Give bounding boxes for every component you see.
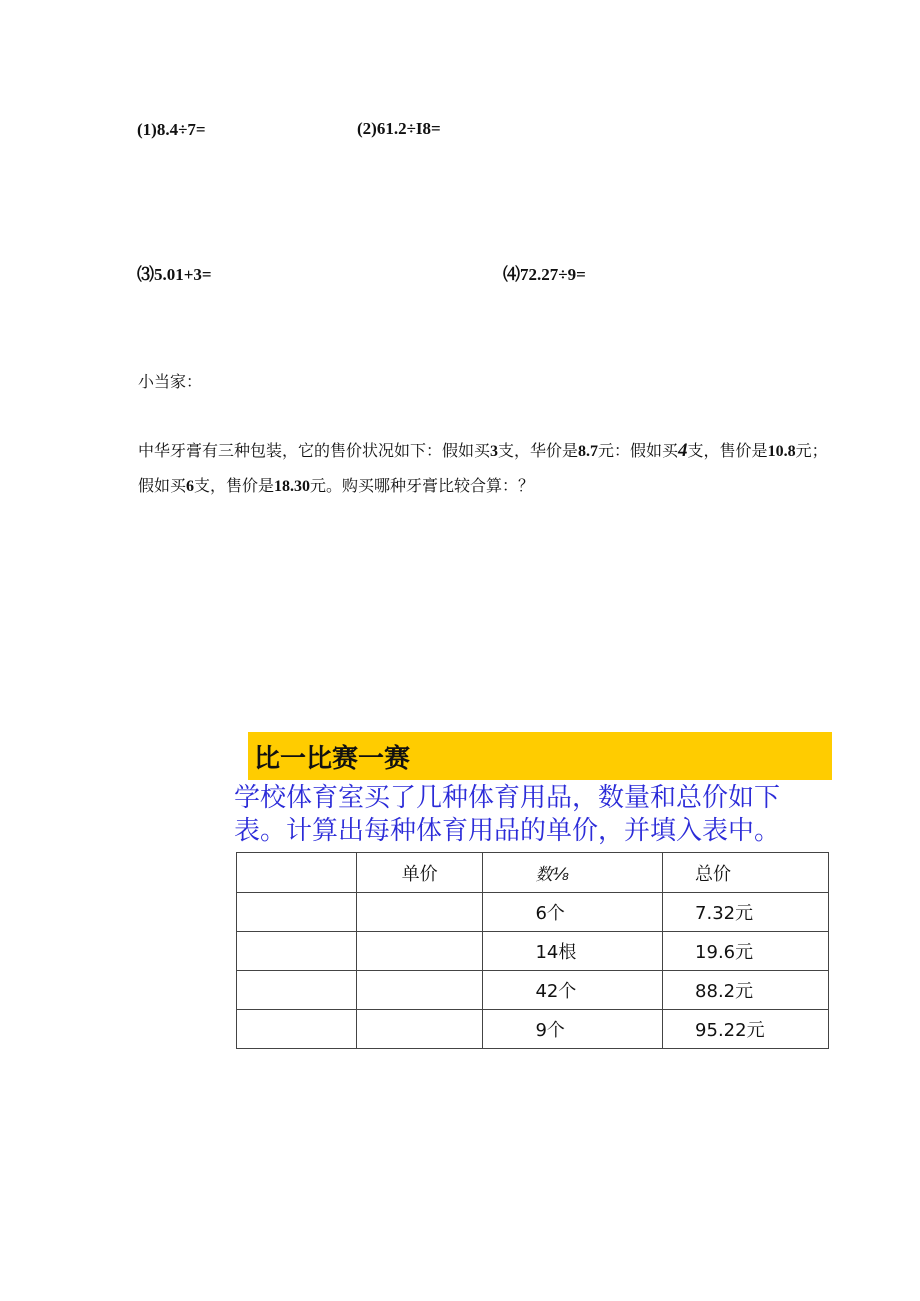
exercise-2: (2)61.2÷I8= bbox=[357, 119, 441, 138]
para-text-4: 支，售价是 bbox=[687, 441, 768, 460]
cell-total: 95.22元 bbox=[663, 1010, 829, 1049]
table-row bbox=[237, 971, 829, 1010]
exercise-3: ⑶5.01+3= bbox=[137, 265, 212, 284]
header-cell-quantity: 数⅛ bbox=[483, 853, 663, 893]
section-heading: 小当家： bbox=[138, 372, 203, 391]
cell-unit-price bbox=[356, 893, 483, 932]
para-text-6: 支，售价是 bbox=[194, 476, 275, 495]
cell-total: 19.6元 bbox=[663, 932, 829, 971]
cell-item bbox=[237, 1010, 357, 1049]
exercise-1: (1)8.4÷7= bbox=[137, 120, 206, 139]
cell-quantity: 14根 bbox=[483, 932, 663, 971]
contest-task bbox=[234, 782, 834, 848]
para-num-4: 10.8 bbox=[767, 443, 796, 460]
header-cell-item bbox=[237, 853, 357, 893]
para-text-2: 支，华价是 bbox=[498, 441, 579, 460]
cell-quantity: 6个 bbox=[483, 893, 663, 932]
cell-quantity: 42个 bbox=[483, 971, 663, 1010]
table-row bbox=[237, 932, 829, 971]
cell-unit-price bbox=[356, 932, 483, 971]
contest-banner bbox=[248, 732, 832, 780]
cell-unit-price bbox=[356, 971, 483, 1010]
para-num-3: 4 bbox=[678, 440, 688, 461]
para-num-5: 6 bbox=[186, 478, 195, 495]
table-row bbox=[237, 893, 829, 932]
para-text-5: 元；假如买 bbox=[138, 441, 828, 495]
para-num-2: 8.7 bbox=[578, 443, 599, 460]
cell-unit-price bbox=[356, 1010, 483, 1049]
contest-task-line-1: 学校体育室买了几种体育用品，数量和总价如下 bbox=[234, 783, 781, 813]
sports-goods-table bbox=[236, 852, 829, 1049]
contest-banner-title: 比一比赛一赛 bbox=[254, 744, 411, 774]
cell-item bbox=[237, 971, 357, 1010]
para-text-1: 中华牙膏有三种包装，它的售价状况如下：假如买 bbox=[138, 441, 491, 460]
table-row bbox=[237, 1010, 829, 1049]
cell-quantity: 9个 bbox=[483, 1010, 663, 1049]
contest-task-line-2: 表。计算出每种体育用品的单价，并填入表中。 bbox=[234, 816, 781, 846]
cell-total: 7.32元 bbox=[663, 893, 829, 932]
para-text-7: 元。购买哪种牙膏比较合算：？ bbox=[310, 476, 535, 495]
cell-item bbox=[237, 893, 357, 932]
para-num-1: 3 bbox=[490, 443, 499, 460]
toothpaste-problem bbox=[138, 434, 838, 504]
exercise-4: ⑷72.27÷9= bbox=[503, 265, 586, 284]
table-header-row bbox=[237, 853, 829, 893]
para-num-6: 18.30 bbox=[274, 478, 311, 495]
header-cell-total: 总价 bbox=[663, 853, 829, 893]
cell-total: 88.2元 bbox=[663, 971, 829, 1010]
cell-item bbox=[237, 932, 357, 971]
header-cell-unit-price: 单价 bbox=[356, 853, 483, 893]
para-text-3: 元：假如买 bbox=[598, 441, 679, 460]
